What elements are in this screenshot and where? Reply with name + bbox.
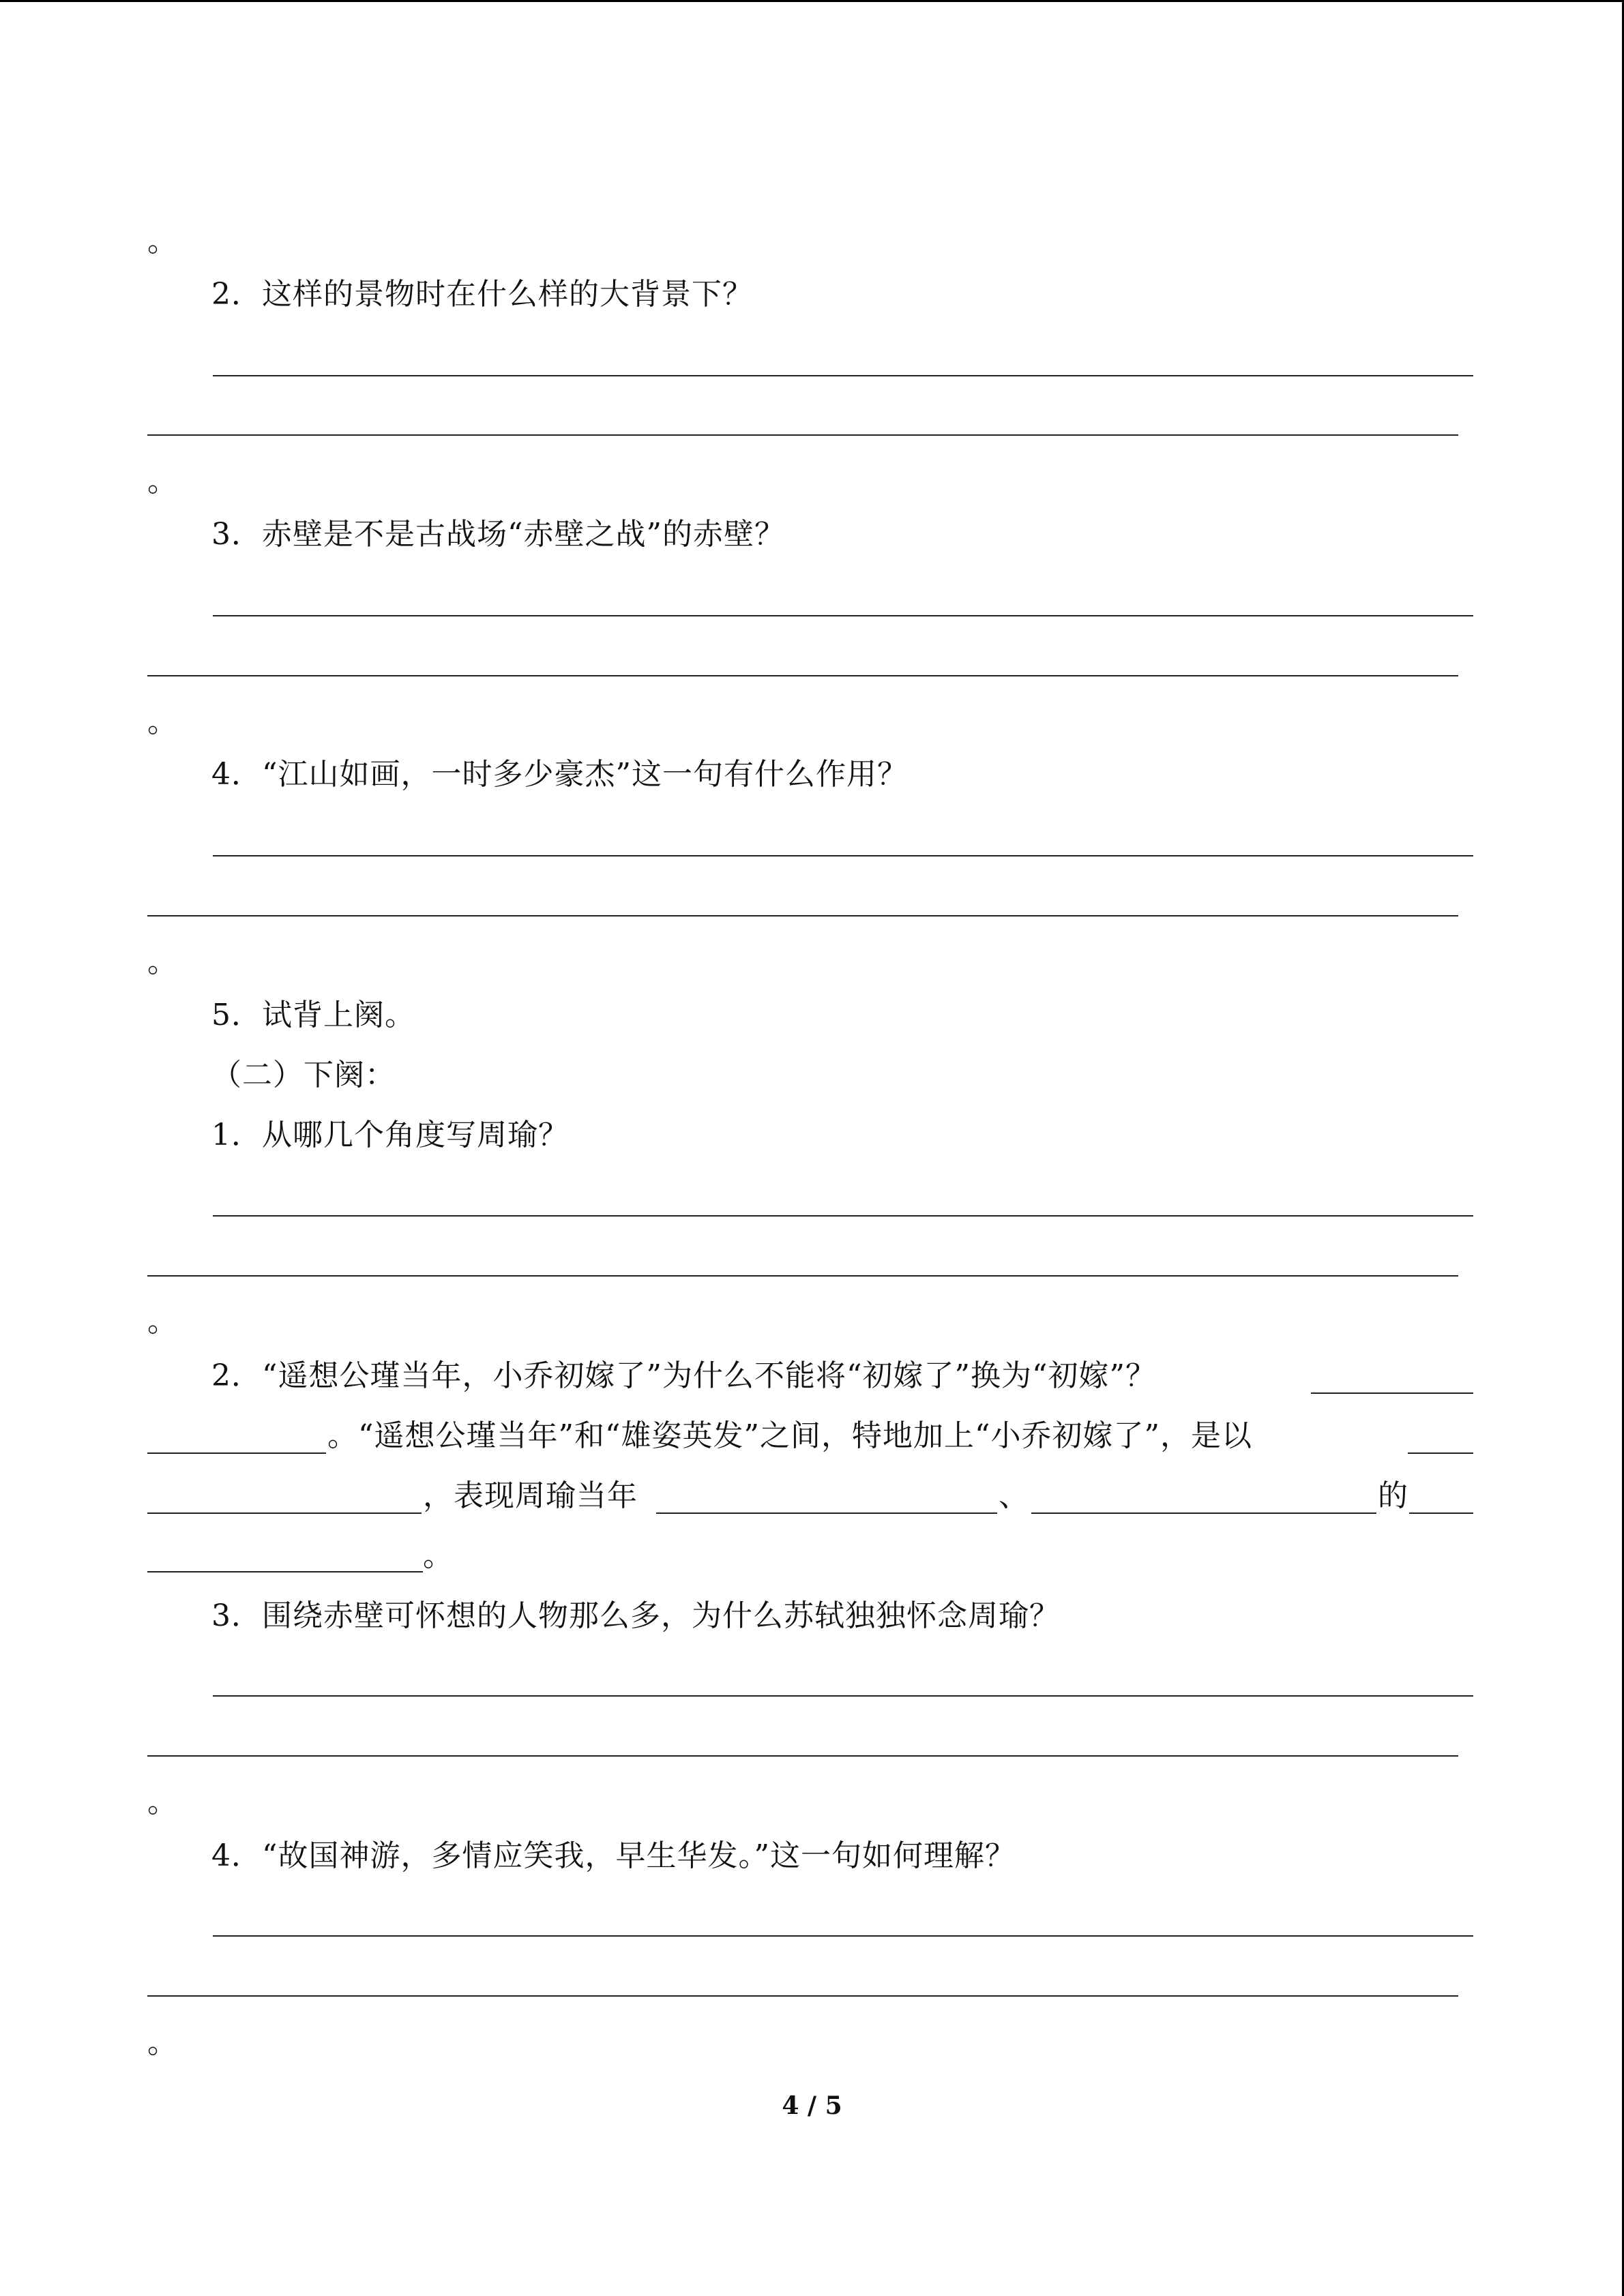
answer-line[interactable] <box>213 615 1473 616</box>
question-lower-3: 3．围绕赤壁可怀想的人物那么多，为什么苏轼独独怀念周瑜？ <box>211 1598 1060 1633</box>
answer-line[interactable] <box>147 675 1458 676</box>
question-lower-4: 4．“故国神游，多情应笑我，早生华发。”这一句如何理解？ <box>211 1838 1016 1873</box>
question-upper-5: 5．试背上阕。 <box>211 998 415 1032</box>
question-upper-3: 3．赤壁是不是古战场“赤壁之战”的赤壁？ <box>211 517 785 552</box>
answer-line[interactable] <box>147 1275 1458 1277</box>
page-border-top <box>0 0 1624 2</box>
period-mark: 。 <box>147 1304 177 1339</box>
answer-line[interactable] <box>147 1995 1458 1997</box>
fill-blank[interactable] <box>147 1571 423 1572</box>
fill-blank[interactable] <box>1031 1512 1376 1514</box>
question-lower-2-line3a: ，表现周瑜当年 <box>423 1478 638 1513</box>
question-lower-2-line3b: 、 <box>999 1478 1029 1513</box>
period-mark: 。 <box>147 944 177 979</box>
answer-line[interactable] <box>213 855 1473 856</box>
fill-blank[interactable] <box>1311 1392 1473 1394</box>
fill-blank[interactable] <box>147 1452 326 1454</box>
question-lower-2-line1: 2．“遥想公瑾当年，小乔初嫁了”为什么不能将“初嫁了”换为“初嫁”？ <box>211 1358 1156 1393</box>
answer-line[interactable] <box>147 915 1458 916</box>
question-lower-1: 1．从哪几个角度写周瑜？ <box>211 1118 569 1152</box>
question-lower-2-line2: 。“遥想公瑾当年”和“雄姿英发”之间，特地加上“小乔初嫁了”，是以 <box>327 1418 1252 1453</box>
answer-line[interactable] <box>213 1215 1473 1217</box>
period-mark: 。 <box>147 464 177 498</box>
fill-blank[interactable] <box>1409 1512 1473 1514</box>
fill-blank[interactable] <box>1408 1452 1473 1454</box>
answer-line[interactable] <box>213 1935 1473 1937</box>
answer-line[interactable] <box>147 1755 1458 1757</box>
answer-line[interactable] <box>213 375 1473 376</box>
question-upper-2: 2．这样的景物时在什么样的大背景下？ <box>211 277 753 312</box>
question-lower-2-line3c: 的 <box>1378 1478 1408 1513</box>
answer-line[interactable] <box>147 434 1458 436</box>
question-lower-2-line4: 。 <box>423 1538 454 1573</box>
fill-blank[interactable] <box>147 1512 422 1514</box>
fill-blank[interactable] <box>656 1512 997 1514</box>
period-mark: 。 <box>147 704 177 739</box>
period-mark: 。 <box>147 1785 177 1819</box>
period-mark: 。 <box>147 224 177 258</box>
answer-line[interactable] <box>213 1695 1473 1697</box>
page-number: 4 / 5 <box>782 2091 842 2120</box>
section-heading-lower: （二）下阕： <box>211 1058 396 1092</box>
period-mark: 。 <box>147 2025 177 2060</box>
question-upper-4: 4．“江山如画，一时多少豪杰”这一句有什么作用？ <box>211 757 908 792</box>
